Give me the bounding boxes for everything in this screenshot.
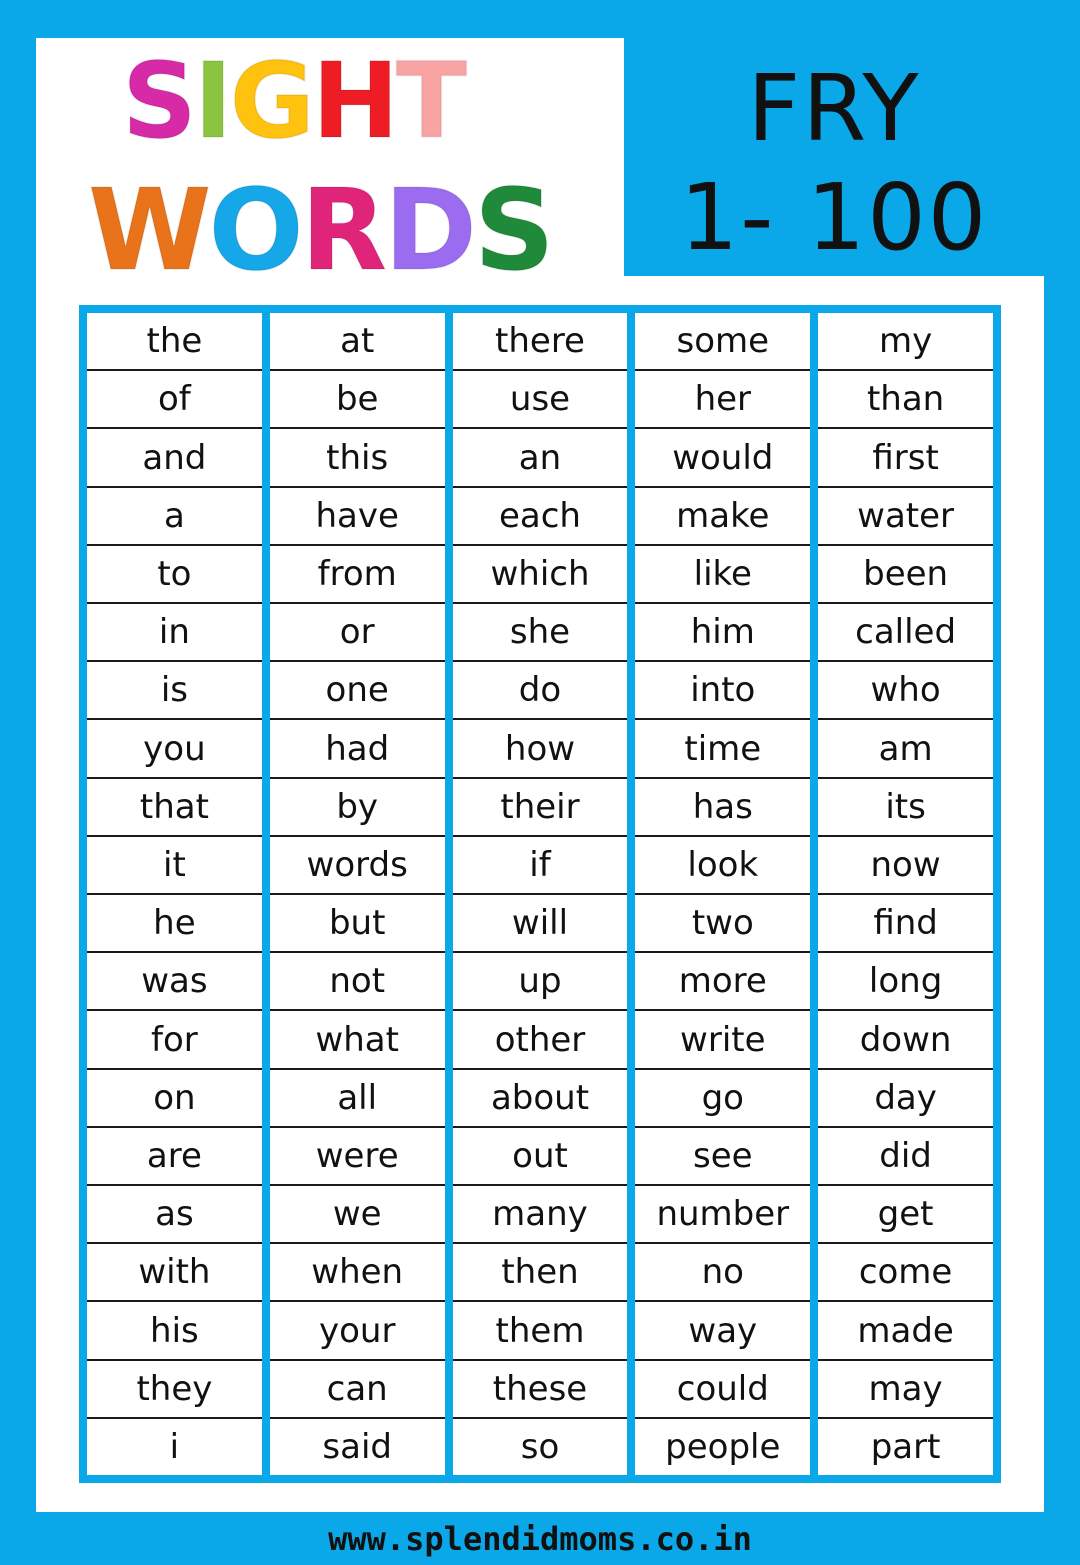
title-letter: H (311, 40, 397, 162)
word-cell: in (87, 604, 262, 662)
word-cell: which (453, 546, 628, 604)
word-column (87, 313, 262, 1475)
word-cell: we (270, 1186, 445, 1244)
word-cell: one (270, 662, 445, 720)
word-cell: go (635, 1070, 810, 1128)
word-cell: am (818, 720, 993, 778)
word-cell: had (270, 720, 445, 778)
word-cell: then (453, 1244, 628, 1302)
word-cell: out (453, 1128, 628, 1186)
word-table (79, 305, 1001, 1483)
word-cell: up (453, 953, 628, 1011)
word-cell: for (87, 1011, 262, 1069)
word-cell: about (453, 1070, 628, 1128)
word-cell: said (322, 1426, 392, 1467)
word-cell: him (635, 604, 810, 662)
word-cell: each (453, 488, 628, 546)
word-cell: people (665, 1426, 781, 1467)
word-cell: words (270, 837, 445, 895)
word-cell: would (635, 429, 810, 487)
word-cell: made (818, 1302, 993, 1360)
word-cell: that (87, 779, 262, 837)
word-cell: were (270, 1128, 445, 1186)
word-cell: how (453, 720, 628, 778)
word-cell: she (453, 604, 628, 662)
word-cell: find (818, 895, 993, 953)
word-cell: some (635, 313, 810, 371)
word-cell: when (270, 1244, 445, 1302)
word-cell: them (453, 1302, 628, 1360)
title-letter: R (300, 166, 385, 296)
word-cell: has (635, 779, 810, 837)
word-cell: use (453, 371, 628, 429)
word-cell: than (818, 371, 993, 429)
word-cell: of (87, 371, 262, 429)
word-cell: will (453, 895, 628, 953)
word-cell: water (818, 488, 993, 546)
word-cell: if (453, 837, 628, 895)
word-cell: an (453, 429, 628, 487)
word-cell: his (87, 1302, 262, 1360)
word-cell: as (87, 1186, 262, 1244)
word-cell: i (169, 1426, 180, 1467)
word-cell: by (270, 779, 445, 837)
word-cell: he (87, 895, 262, 953)
word-cell: my (818, 313, 993, 371)
word-cell: is (87, 662, 262, 720)
word-cell: did (818, 1128, 993, 1186)
word-cell: with (87, 1244, 262, 1302)
word-cell: more (635, 953, 810, 1011)
word-cell: so (520, 1426, 560, 1467)
word-cell: come (818, 1244, 993, 1302)
word-cell: into (635, 662, 810, 720)
word-cell: was (87, 953, 262, 1011)
word-cell: do (453, 662, 628, 720)
word-cell: like (635, 546, 810, 604)
word-cell: are (87, 1128, 262, 1186)
word-cell: not (270, 953, 445, 1011)
word-cell: other (453, 1011, 628, 1069)
title-letter: S (122, 40, 194, 162)
subtitle-range: 1- 100 (679, 164, 989, 271)
word-cell: there (453, 313, 628, 371)
subtitle-fry: FRY (747, 55, 921, 162)
title-letter: S (473, 166, 552, 296)
title-letter: G (229, 40, 312, 162)
word-cell: who (818, 662, 993, 720)
word-cell: time (635, 720, 810, 778)
word-cell: make (635, 488, 810, 546)
word-cell: be (270, 371, 445, 429)
word-cell: all (270, 1070, 445, 1128)
word-cell: on (87, 1070, 262, 1128)
word-cell: a (87, 488, 262, 546)
word-cell: to (87, 546, 262, 604)
footer-url: www.splendidmoms.co.in (328, 1519, 752, 1558)
word-cell: way (635, 1302, 810, 1360)
word-cell: from (270, 546, 445, 604)
word-cell: two (635, 895, 810, 953)
word-cell: long (818, 953, 993, 1011)
word-cell: the (87, 313, 262, 371)
word-cell: and (87, 429, 262, 487)
word-cell: this (270, 429, 445, 487)
word-cell: at (270, 313, 445, 371)
title-letter: W (88, 166, 209, 296)
word-cell: her (635, 371, 810, 429)
word-cell: no (635, 1244, 810, 1302)
word-cell: have (270, 488, 445, 546)
word-cell: these (453, 1361, 628, 1419)
word-cell: day (818, 1070, 993, 1128)
title-letter: D (384, 166, 474, 296)
word-cell: called (818, 604, 993, 662)
word-cell: may (818, 1361, 993, 1419)
word-cell: down (818, 1011, 993, 1069)
word-cell: or (270, 604, 445, 662)
word-column (453, 313, 628, 1475)
title-letter: I (193, 40, 230, 162)
word-cell: first (818, 429, 993, 487)
word-cell: now (818, 837, 993, 895)
word-column (635, 313, 810, 1475)
word-cell: see (635, 1128, 810, 1186)
title-words (88, 166, 552, 296)
word-cell: but (270, 895, 445, 953)
word-cell: they (87, 1361, 262, 1419)
word-column (270, 313, 445, 1475)
word-cell: look (635, 837, 810, 895)
word-cell: part (870, 1426, 941, 1467)
title-letter: T (396, 40, 464, 162)
title-letter: O (208, 166, 301, 296)
word-cell: its (818, 779, 993, 837)
word-cell: many (453, 1186, 628, 1244)
word-cell: been (818, 546, 993, 604)
word-cell: could (635, 1361, 810, 1419)
title-sight (122, 40, 464, 162)
word-cell: can (270, 1361, 445, 1419)
word-cell: what (270, 1011, 445, 1069)
word-cell: their (453, 779, 628, 837)
word-column (818, 313, 993, 1475)
word-cell: your (270, 1302, 445, 1360)
word-cell: write (635, 1011, 810, 1069)
word-cell: get (818, 1186, 993, 1244)
word-cell: it (87, 837, 262, 895)
word-grid (87, 313, 993, 1475)
word-cell: number (635, 1186, 810, 1244)
word-cell: you (87, 720, 262, 778)
